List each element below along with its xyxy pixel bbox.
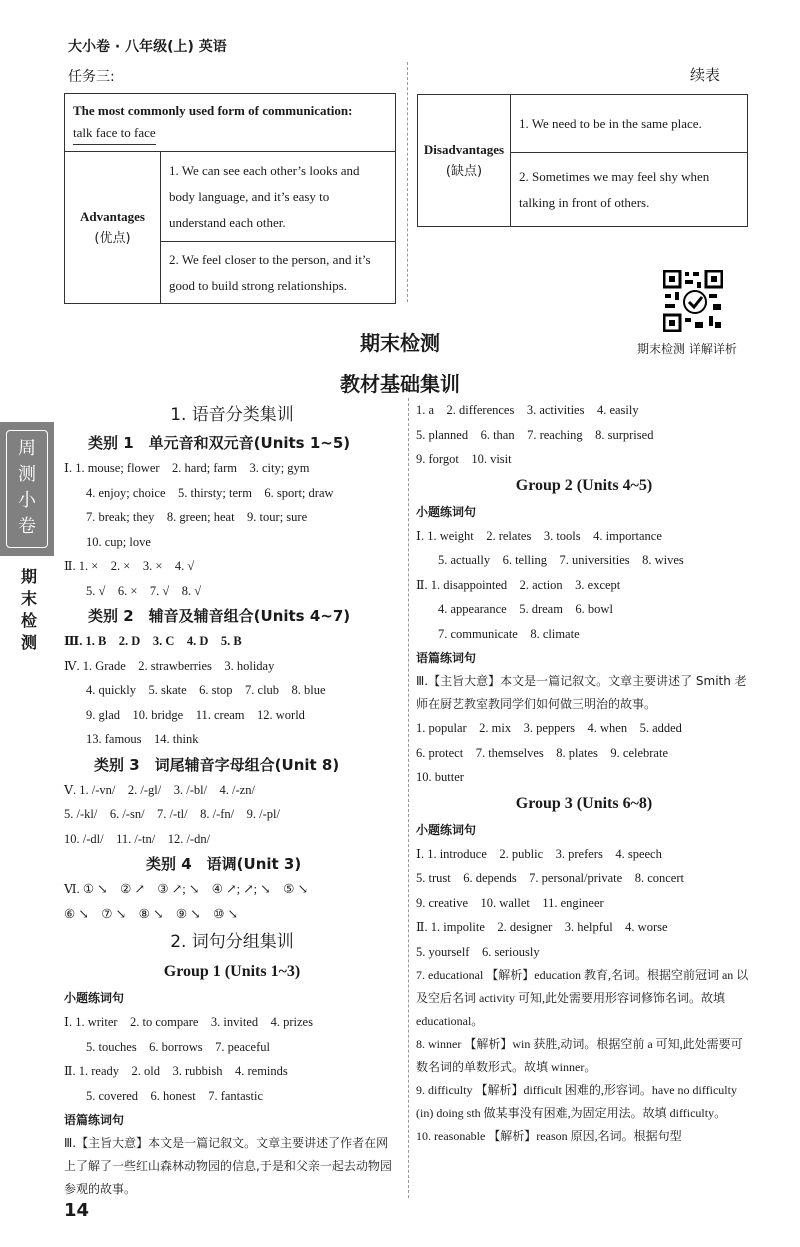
divider bbox=[407, 62, 408, 302]
answer-line: Ⅰ. 1. writer 2. to compare 3. invited 4. prizes bbox=[64, 1015, 313, 1029]
disadvantages-cn: (缺点) bbox=[445, 163, 483, 179]
section-vocabulary: 2. 词句分组集训 bbox=[170, 932, 294, 952]
left-column bbox=[64, 400, 400, 1201]
task-label: 任务三: bbox=[68, 69, 115, 85]
subheading: 小题练词句 bbox=[416, 822, 477, 837]
answer-line: 4. appearance 5. dream 6. bowl bbox=[438, 602, 613, 616]
sub-title: 教材基础集训 bbox=[340, 372, 460, 396]
answer-line: 10. butter bbox=[416, 770, 464, 784]
answer-line: Ⅰ. 1. mouse; flower 2. hard; farm 3. city; gym bbox=[64, 461, 310, 475]
answer-line: 9. creative 10. wallet 11. engineer bbox=[416, 895, 604, 910]
group-3-title: Group 3 (Units 6~8) bbox=[515, 794, 653, 812]
disadvantage-2: 2. Sometimes we may feel shy when talking in front of others. bbox=[511, 153, 748, 227]
category-3: 类别 3 词尾辅音字母组合(Unit 8) bbox=[94, 755, 340, 774]
answer-line: 4. enjoy; choice 5. thirsty; term 6. sport; draw bbox=[86, 485, 334, 500]
explanation-paragraph: 7. educational 【解析】education 教育,名词。根据空前冠词 an 以及空后名词 activity 可知,此处需要用形容词修饰名词。故填 educational。 bbox=[416, 968, 749, 1028]
answer-line: 4. quickly 5. skate 6. stop 7. club 8. blue bbox=[86, 683, 326, 697]
side-tab-weekly-label: 周测小卷 bbox=[18, 438, 36, 537]
answer-line: 5. planned 6. than 7. reaching 8. surprised bbox=[416, 427, 654, 442]
disadvantage-1: 1. We need to be in the same place. bbox=[511, 95, 748, 153]
answer-line: 7. break; they 8. green; heat 9. tour; sure bbox=[86, 510, 308, 524]
main-title: 期末检测 bbox=[360, 331, 440, 355]
table-title: The most commonly used form of communication: bbox=[73, 103, 353, 118]
answer-line: 10. cup; love bbox=[86, 534, 151, 549]
explanation-paragraph: 8. winner 【解析】win 获胜,动词。根据空前 a 可知,此处需要可数名词的单数形式。故填 winner。 bbox=[416, 1037, 743, 1074]
answer-line: 5. covered 6. honest 7. fantastic bbox=[86, 1088, 264, 1103]
answer-line: 13. famous 14. think bbox=[86, 732, 199, 746]
qr-caption: 期末检测 详解详析 bbox=[637, 342, 737, 356]
answer-line: 5. actually 6. telling 7. universities 8. wives bbox=[438, 553, 684, 567]
answer-line: Ⅰ. 1. weight 2. relates 3. tools 4. importance bbox=[416, 528, 662, 543]
answer-line: 1. a 2. differences 3. activities 4. easily bbox=[416, 403, 639, 417]
advantage-2: 2. We feel closer to the person, and it’s good to build strong relationships. bbox=[161, 242, 396, 304]
answer-line: Ⅴ. 1. /-vn/ 2. /-gl/ 3. /-bl/ 4. /-zn/ bbox=[64, 782, 255, 797]
communication-table-left bbox=[64, 93, 396, 304]
table-answer: talk face to face bbox=[73, 122, 156, 145]
answer-line: Ⅳ. 1. Grade 2. strawberries 3. holiday bbox=[64, 658, 275, 673]
group-2-title: Group 2 (Units 4~5) bbox=[515, 476, 653, 494]
group-1-title: Group 1 (Units 1~3) bbox=[163, 963, 301, 980]
column-divider bbox=[408, 398, 409, 1198]
category-4: 类别 4 语调(Unit 3) bbox=[146, 855, 302, 873]
communication-table-right bbox=[417, 94, 748, 227]
side-tab-final[interactable]: 期末检测 bbox=[20, 567, 37, 652]
category-1: 类别 1 单元音和双元音(Units 1~5) bbox=[88, 434, 351, 452]
continued-label: 续表 bbox=[690, 66, 721, 84]
summary-paragraph: Ⅲ.【主旨大意】本文是一篇记叙文。文章主要讲述了作者在网上了解了一些红山森林动物园的信息,于是和父亲一起去动物园参观的故事。 bbox=[64, 1136, 392, 1196]
advantages-cn: (优点) bbox=[94, 230, 131, 246]
answer-line: 9. glad 10. bridge 11. cream 12. world bbox=[86, 707, 305, 722]
answer-line: Ⅲ. 1. B 2. D 3. C 4. D 5. B bbox=[64, 634, 242, 648]
answer-line: Ⅱ. 1. disappointed 2. action 3. except bbox=[416, 577, 621, 592]
right-column bbox=[416, 398, 752, 1148]
explanation-paragraph: 9. difficulty 【解析】difficult 困难的,形容词。have no difficulty (in) doing sth 做某事没有困难,为固定用法。故填 difficulty。 bbox=[416, 1083, 737, 1120]
answer-line: 5. yourself 6. seriously bbox=[416, 944, 540, 959]
subheading: 语篇练词句 bbox=[416, 651, 477, 665]
answer-line: 10. /-dl/ 11. /-tn/ 12. /-dn/ bbox=[64, 831, 211, 846]
advantage-1: 1. We can see each other’s looks and body language, and it’s easy to understand each other. bbox=[161, 152, 396, 242]
answer-line: Ⅱ. 1. impolite 2. designer 3. helpful 4. worse bbox=[416, 920, 668, 934]
answer-line: 9. forgot 10. visit bbox=[416, 452, 512, 466]
answer-line: 5. touches 6. borrows 7. peaceful bbox=[86, 1039, 270, 1054]
disadvantages-label: Disadvantages bbox=[423, 141, 505, 157]
side-tab-weekly[interactable] bbox=[0, 422, 54, 556]
book-header: 大小卷 · 八年级(上) 英语 bbox=[68, 39, 227, 55]
subheading: 小题练词句 bbox=[64, 991, 125, 1005]
section-phonetics: 1. 语音分类集训 bbox=[170, 405, 294, 425]
advantages-label: Advantages bbox=[79, 208, 145, 224]
answer-line: Ⅰ. 1. introduce 2. public 3. prefers 4. speech bbox=[416, 846, 662, 861]
answer-line: 5. /-kl/ 6. /-sn/ 7. /-tl/ 8. /-fn/ 9. /-pl/ bbox=[64, 807, 280, 821]
answer-line: Ⅱ. 1. ready 2. old 3. rubbish 4. reminds bbox=[64, 1064, 288, 1078]
answer-line: 1. popular 2. mix 3. peppers 4. when 5. added bbox=[416, 721, 682, 735]
answer-line: 7. communicate 8. climate bbox=[438, 626, 580, 641]
answer-line: 5. √ 6. × 7. √ 8. √ bbox=[86, 583, 202, 598]
subheading: 小题练词句 bbox=[416, 504, 477, 519]
explanation-paragraph: 10. reasonable 【解析】reason 原因,名词。根据句型 bbox=[416, 1129, 682, 1143]
answer-line: ⑥ ↘ ⑦ ↘ ⑧ ↘ ⑨ ↘ ⑩ ↘ bbox=[64, 906, 239, 921]
answer-line: 5. trust 6. depends 7. personal/private 8. concert bbox=[416, 871, 684, 885]
qr-code-icon[interactable] bbox=[663, 270, 723, 332]
answer-line: Ⅵ. ① ↘ ② ↗ ③ ↗; ↘ ④ ↗; ↗; ↘ ⑤ ↘ bbox=[64, 882, 309, 896]
answer-line: 6. protect 7. themselves 8. plates 9. celebrate bbox=[416, 745, 669, 760]
page-number: 14 bbox=[64, 1200, 90, 1221]
answer-line: Ⅱ. 1. × 2. × 3. × 4. √ bbox=[64, 559, 195, 573]
subheading: 语篇练词句 bbox=[64, 1113, 125, 1127]
category-2: 类别 2 辅音及辅音组合(Units 4~7) bbox=[88, 607, 351, 625]
summary-paragraph: Ⅲ.【主旨大意】本文是一篇记叙文。文章主要讲述了 Smith 老师在厨艺教室教同学们如何做三明治的故事。 bbox=[416, 674, 747, 711]
